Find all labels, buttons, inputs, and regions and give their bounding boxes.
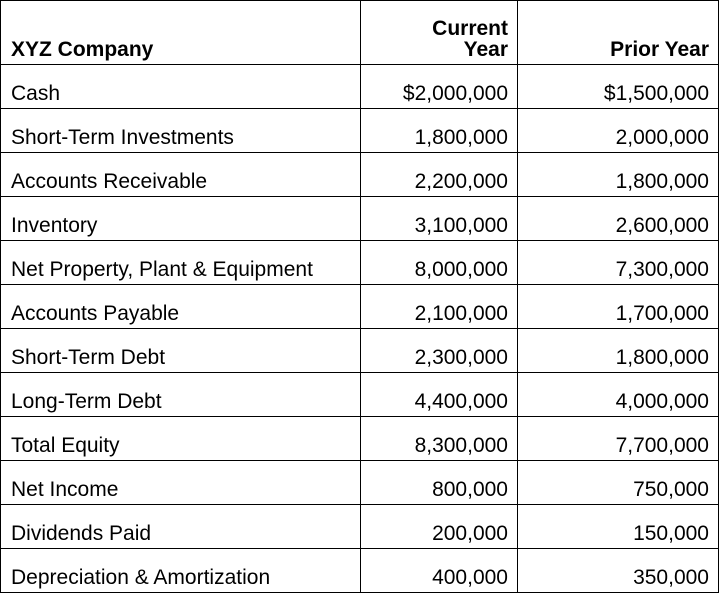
prior-year-value: 1,800,000 <box>518 153 719 197</box>
table-row <box>1 373 719 417</box>
row-label: Inventory <box>1 197 361 241</box>
row-label: Long-Term Debt <box>1 373 361 417</box>
company-header: XYZ Company <box>1 1 361 65</box>
prior-year-value: $1,500,000 <box>518 65 719 109</box>
current-year-value: $2,000,000 <box>361 65 518 109</box>
table-row <box>1 549 719 593</box>
row-label: Accounts Receivable <box>1 153 361 197</box>
row-label: Depreciation & Amortization <box>1 549 361 593</box>
table-row <box>1 285 719 329</box>
table-row <box>1 329 719 373</box>
current-year-value: 800,000 <box>361 461 518 505</box>
row-label: Dividends Paid <box>1 505 361 549</box>
prior-year-header: Prior Year <box>518 1 719 65</box>
table-row <box>1 461 719 505</box>
current-year-value: 200,000 <box>361 505 518 549</box>
row-label: Net Income <box>1 461 361 505</box>
current-year-value: 2,100,000 <box>361 285 518 329</box>
current-year-value: 3,100,000 <box>361 197 518 241</box>
prior-year-value: 150,000 <box>518 505 719 549</box>
current-year-value: 8,000,000 <box>361 241 518 285</box>
prior-year-value: 2,600,000 <box>518 197 719 241</box>
table-row <box>1 197 719 241</box>
current-year-value: 2,200,000 <box>361 153 518 197</box>
current-year-value: 1,800,000 <box>361 109 518 153</box>
current-year-value: 400,000 <box>361 549 518 593</box>
table-row <box>1 241 719 285</box>
current-year-value: 2,300,000 <box>361 329 518 373</box>
row-label: Short-Term Debt <box>1 329 361 373</box>
prior-year-value: 7,700,000 <box>518 417 719 461</box>
prior-year-value: 7,300,000 <box>518 241 719 285</box>
table-row <box>1 417 719 461</box>
current-year-header <box>361 1 518 65</box>
row-label: Total Equity <box>1 417 361 461</box>
prior-year-value: 2,000,000 <box>518 109 719 153</box>
prior-year-value: 4,000,000 <box>518 373 719 417</box>
current-year-header-line2: Year <box>463 38 508 61</box>
prior-year-value: 1,700,000 <box>518 285 719 329</box>
table-row <box>1 109 719 153</box>
row-label: Short-Term Investments <box>1 109 361 153</box>
header-row <box>1 1 719 65</box>
prior-year-value: 750,000 <box>518 461 719 505</box>
row-label: Accounts Payable <box>1 285 361 329</box>
row-label: Net Property, Plant & Equipment <box>1 241 361 285</box>
prior-year-value: 1,800,000 <box>518 329 719 373</box>
table-row <box>1 153 719 197</box>
table-row <box>1 505 719 549</box>
current-year-value: 8,300,000 <box>361 417 518 461</box>
prior-year-value: 350,000 <box>518 549 719 593</box>
table-row <box>1 65 719 109</box>
row-label: Cash <box>1 65 361 109</box>
current-year-value: 4,400,000 <box>361 373 518 417</box>
current-year-header-line1: Current <box>432 17 508 40</box>
